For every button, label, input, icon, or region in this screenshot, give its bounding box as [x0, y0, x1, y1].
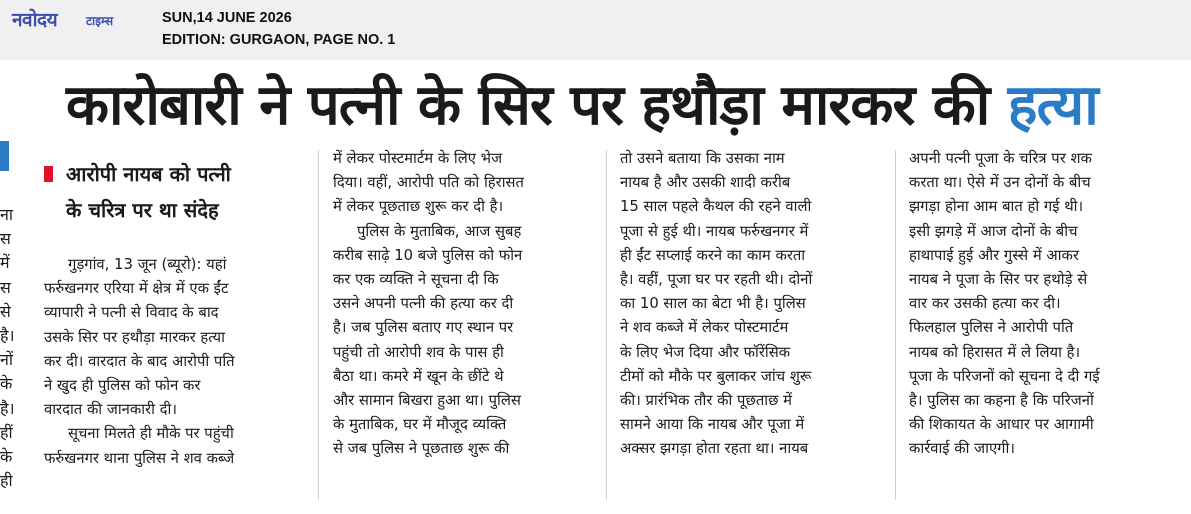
column-line: में लेकर पोस्टमार्टम के लिए भेज: [333, 150, 503, 167]
column-line: वार कर उसकी हत्या कर दी।: [909, 295, 1061, 313]
column-line: उसके सिर पर हथौड़ा मारकर हत्या: [44, 328, 225, 346]
article-column-3: [620, 147, 882, 462]
column-line: कर दी। वारदात के बाद आरोपी पति: [44, 352, 235, 370]
headline-main-text: कारोबारी ने पत्नी के सिर पर हथौड़ा मारकर की: [66, 73, 990, 138]
column-line: की। प्रारंभिक तौर की पूछताछ में: [620, 392, 793, 410]
column-line: पूजा से हुई थी। नायब फर्रुखनगर में: [620, 222, 809, 240]
column-line: अपनी पत्नी पूजा के चरित्र पर शक: [909, 150, 1092, 167]
column-line: के मुताबिक, घर में मौजूद व्यक्ति: [333, 416, 507, 434]
column-line: झगड़ा होना आम बात हो गई थी।: [909, 198, 1084, 216]
column-line: की शिकायत के आधार पर आगामी: [909, 416, 1094, 434]
column-line: नायब ने पूजा के सिर पर हथोड़े से: [909, 271, 1088, 289]
article-subheading: [66, 156, 316, 228]
column-line: बैठा था। कमरे में खून के छींटे थे: [333, 367, 504, 385]
issue-date: SUN,14 JUNE 2026: [162, 10, 292, 26]
article-column-2: [333, 147, 591, 462]
adjacent-text-line: ही: [0, 471, 13, 491]
column-line: है। जब पुलिस बताए गए स्थान पर: [333, 319, 514, 337]
column-line: सामने आया कि नायब और पूजा में: [620, 416, 805, 434]
subhead-line: के चरित्र पर था संदेह: [66, 198, 219, 222]
column-line: टीमों को मौके पर बुलाकर जांच शुरू: [620, 367, 812, 385]
column-line: ही ईंट सप्लाई करने का काम करता: [620, 246, 806, 264]
adjacent-text-line: स: [0, 277, 11, 297]
column-line: पूजा के परिजनों को सूचना दे दी गई: [909, 367, 1100, 385]
column-line: है। पुलिस का कहना है कि परिजनों: [909, 392, 1094, 410]
adjacent-article-text: [0, 203, 32, 493]
column-line: तो उसने बताया कि उसका नाम: [620, 150, 785, 167]
column-line: करीब साढ़े 10 बजे पुलिस को फोन: [333, 246, 523, 264]
column-line: ने शव कब्जे में लेकर पोस्टमार्टम: [620, 319, 789, 337]
adjacent-text-line: से: [0, 301, 11, 321]
adjacent-text-line: ना: [0, 205, 14, 224]
column-line: ने खुद ही पुलिस को फोन कर: [44, 377, 201, 395]
column-line: पहुंची तो आरोपी शव के पास ही: [333, 343, 504, 361]
article-headline: [66, 66, 1186, 146]
column-line: अक्सर झगड़ा होता रहता था। नायब: [620, 440, 809, 458]
adjacent-headline-fragment: [0, 141, 9, 171]
edition-info: EDITION: GURGAON, PAGE NO. 1: [162, 32, 396, 48]
column-line: है। वहीं, पूजा घर पर रहती थी। दोनों: [620, 271, 813, 289]
column-line: का 10 साल का बेटा भी है। पुलिस: [620, 295, 806, 313]
article-column-4: [909, 147, 1174, 462]
column-line: के लिए भेज दिया और फॉरेंसिक: [620, 343, 791, 361]
column-line: उसने अपनी पत्नी की हत्या कर दी: [333, 295, 514, 313]
adjacent-text-line: के: [0, 374, 13, 394]
column-line: व्यापारी ने पत्नी से विवाद के बाद: [44, 304, 219, 322]
column-line: इसी झगड़े में आज दोनों के बीच: [909, 222, 1078, 240]
article-column-1: [44, 253, 302, 471]
column-line: 15 साल पहले कैथल की रहने वाली: [620, 198, 812, 216]
column-divider: [606, 150, 607, 500]
column-line: फर्रुखनगर थाना पुलिस ने शव कब्जे: [44, 449, 235, 467]
column-line: और सामान बिखरा हुआ था। पुलिस: [333, 392, 521, 410]
column-line: सूचना मिलते ही मौके पर पहुंची: [68, 425, 234, 443]
adjacent-text-line: है।: [0, 326, 15, 346]
adjacent-text-line: नों: [0, 350, 14, 370]
column-line: कर एक व्यक्ति ने सूचना दी कि: [333, 271, 499, 289]
column-line: फिलहाल पुलिस ने आरोपी पति: [909, 319, 1074, 337]
adjacent-text-line: के: [0, 447, 13, 467]
adjacent-article-strip: [0, 60, 32, 514]
column-line: नायब को हिरासत में ले लिया है।: [909, 343, 1081, 361]
column-line: हाथापाई हुई और गुस्से में आकर: [909, 246, 1079, 264]
newspaper-logo[interactable]: नवोदय: [12, 9, 58, 31]
column-line: नायब है और उसकी शादी करीब: [620, 174, 791, 192]
column-divider: [318, 150, 319, 500]
column-line: कार्रवाई की जाएगी।: [909, 440, 1015, 458]
column-line: में लेकर पूछताछ शुरू कर दी है।: [333, 198, 504, 216]
newspaper-logo-subtext: टाइम्स: [86, 14, 114, 28]
subhead-bullet-marker: [44, 166, 53, 182]
column-line: गुड़गांव, 13 जून (ब्यूरो): यहां: [68, 256, 227, 273]
masthead-bar: [0, 0, 1191, 60]
column-line: दिया। वहीं, आरोपी पति को हिरासत: [333, 174, 524, 192]
adjacent-text-line: हीं: [0, 422, 13, 442]
adjacent-text-line: है।: [0, 398, 15, 418]
column-line: पुलिस के मुताबिक, आज सुबह: [357, 222, 522, 240]
headline-accent-word: हत्या: [1007, 73, 1098, 138]
adjacent-text-line: में: [0, 253, 10, 273]
adjacent-text-line: स: [0, 229, 11, 249]
column-line: वारदात की जानकारी दी।: [44, 401, 177, 419]
subhead-line: आरोपी नायब को पत्नी: [66, 162, 231, 186]
column-line: से जब पुलिस ने पूछताछ शुरू की: [333, 440, 510, 458]
column-line: करता था। ऐसे में उन दोनों के बीच: [909, 174, 1091, 192]
column-line: फर्रुखनगर एरिया में क्षेत्र में एक ईंट: [44, 280, 229, 298]
column-divider: [895, 150, 896, 500]
